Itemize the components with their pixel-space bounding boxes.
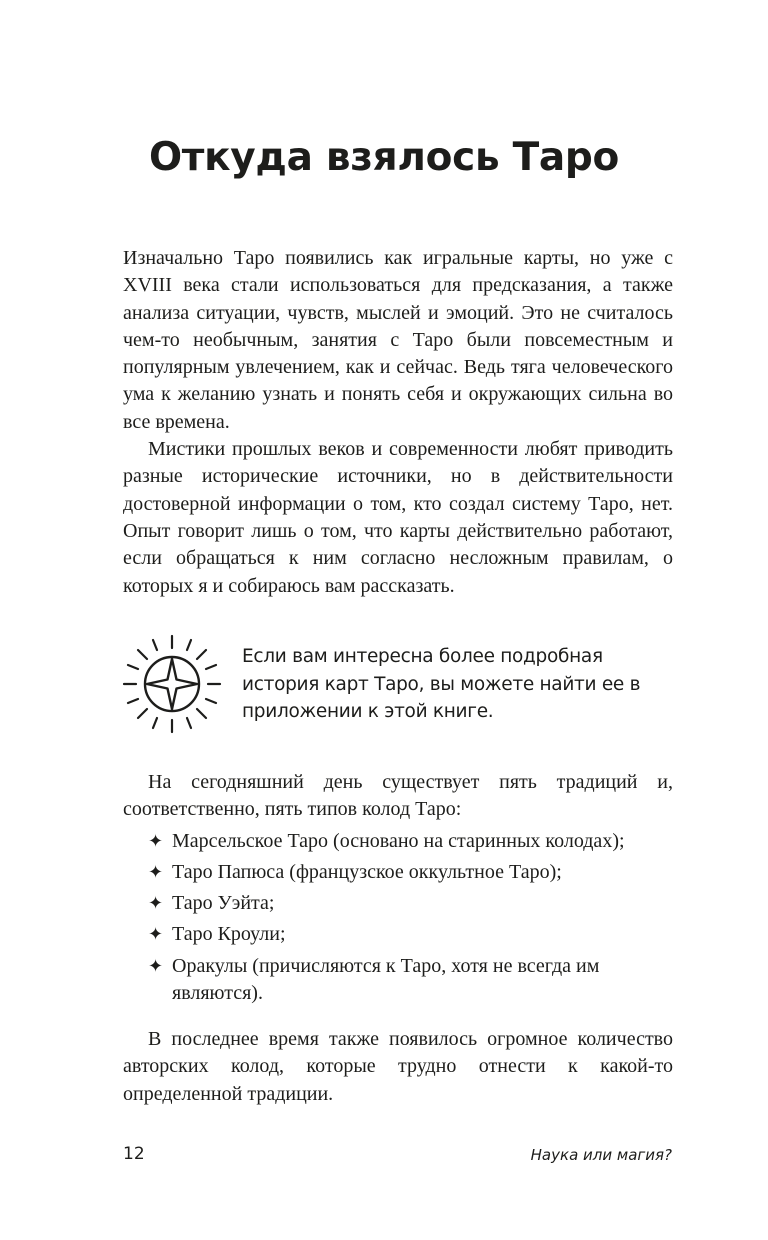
list-item-text: Оракулы (причисляются к Таро, хотя не всегда им являются).	[172, 954, 600, 1005]
closing-paragraph: В последнее время также появилось огромное количество авторских колод, которые трудно отнести к какой-то определенной традиции.	[123, 1028, 673, 1105]
list-item	[148, 828, 673, 855]
star-bullet-icon: ✦	[148, 830, 164, 852]
page-number: 12	[123, 1144, 145, 1164]
traditions-lead: На сегодняшний день существует пять традиций и, соответственно, пять типов колод Таро:	[123, 771, 673, 821]
star-bullet-icon: ✦	[148, 861, 164, 883]
star-bullet-icon: ✦	[148, 924, 164, 946]
note-text: Если вам интересна более подробная история карт Таро, вы можете найти ее в приложении к этой книге.	[242, 646, 641, 722]
running-footer-section-title: Наука или магия?	[530, 1146, 672, 1164]
star-bullet-icon: ✦	[148, 893, 164, 915]
deck-types-list	[123, 828, 673, 1008]
list-item	[148, 953, 673, 1008]
intro-paragraph-2: Мистики прошлых веков и современности любят приводить разные исторические источники, но в действительности достоверной информации о том, кто создал систему Таро, нет. Опыт говорит лишь о том, что карты действительно работают, если обращаться к ним согласно несложным правилам, о которых я и собираюсь вам рассказать.	[123, 438, 673, 597]
intro-paragraph-1: Изначально Таро появились как игральные карты, но уже с XVIII века стали использоваться для предсказания, а также анализа ситуации, чувств, мыслей и эмоций. Это не считалось чем-то необычным, занятия с Таро были повсеместным и популярным увлечением, как и сейчас. Ведь тяга человеческого ума к желанию узнать и понять себя и окружающих сильна во все времена.	[123, 247, 673, 433]
intro-section	[123, 245, 673, 600]
traditions-section	[123, 769, 673, 1007]
list-item	[148, 890, 673, 917]
page-title: Откуда взялось Таро	[148, 135, 620, 180]
closing-section	[123, 1026, 673, 1108]
list-item	[148, 921, 673, 948]
list-item-text: Марсельское Таро (основано на старинных колодах);	[172, 829, 625, 852]
list-item-text: Таро Уэйта;	[172, 892, 275, 915]
list-item-text: Таро Папюса (французское оккультное Таро);	[172, 860, 562, 883]
list-item	[148, 859, 673, 886]
list-item-text: Таро Кроули;	[172, 923, 286, 946]
star-bullet-icon: ✦	[148, 955, 164, 977]
compass-star	[147, 659, 197, 709]
sunburst-compass-star-icon	[120, 632, 224, 736]
